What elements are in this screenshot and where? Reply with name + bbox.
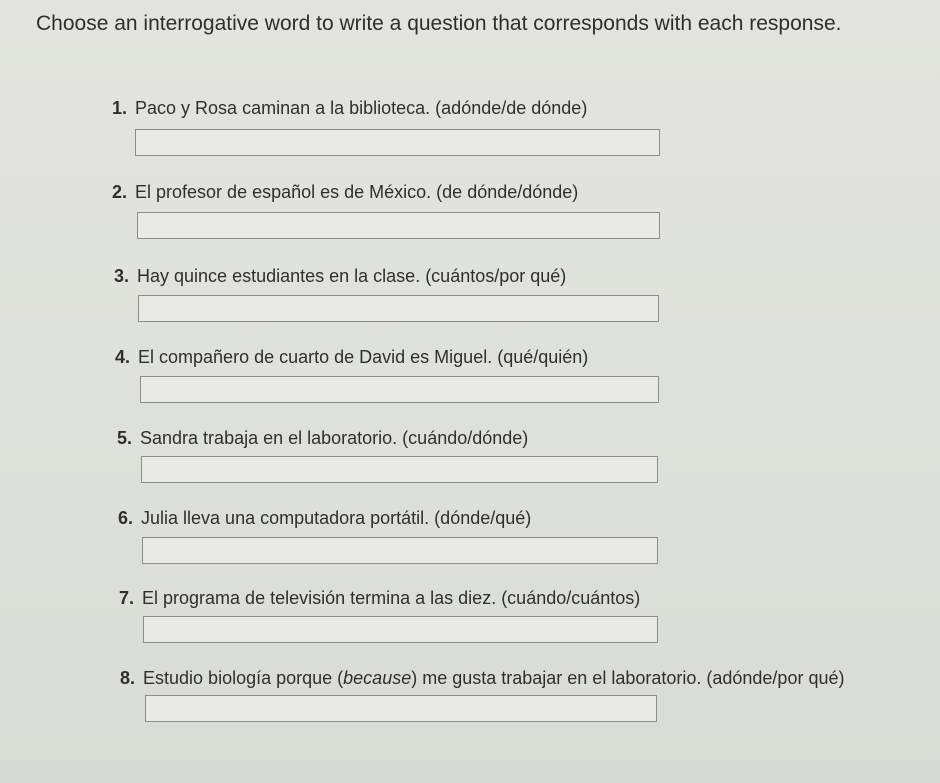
question-number: 6. (118, 508, 134, 528)
question-number: 8. (120, 668, 136, 688)
question-number: 5. (117, 428, 133, 448)
question-number: 1. (112, 98, 128, 118)
answer-input-5[interactable] (141, 456, 658, 483)
question-4 (115, 345, 588, 369)
question-text: El compañero de cuarto de David es Miguel. (qué/quién) (138, 347, 589, 367)
answer-input-8[interactable] (145, 695, 657, 722)
question-number: 2. (112, 182, 128, 202)
answer-input-7[interactable] (143, 616, 658, 643)
question-text: El programa de televisión termina a las diez. (cuándo/cuántos) (142, 588, 641, 608)
answer-input-6[interactable] (142, 537, 658, 564)
question-8 (120, 666, 844, 690)
question-3 (114, 264, 566, 288)
question-text: Sandra trabaja en el laboratorio. (cuándo/dónde) (140, 428, 529, 448)
question-text: Julia lleva una computadora portátil. (dónde/qué) (141, 508, 532, 528)
question-1 (112, 96, 587, 120)
question-5 (117, 426, 528, 450)
question-text-italic: because (343, 668, 412, 688)
question-7 (119, 586, 640, 610)
instructions: Choose an interrogative word to write a question that corresponds with each response. (36, 12, 842, 35)
question-text: El profesor de español es de México. (de dónde/dónde) (135, 182, 579, 202)
question-6 (118, 506, 531, 530)
question-number: 7. (119, 588, 135, 608)
answer-input-1[interactable] (135, 129, 660, 156)
question-text: Paco y Rosa caminan a la biblioteca. (adónde/de dónde) (135, 98, 588, 118)
answer-input-2[interactable] (137, 212, 660, 239)
question-text-after: ) me gusta trabajar en el laboratorio. (adónde/por qué) (411, 668, 845, 688)
question-text-before: Estudio biología porque ( (143, 668, 344, 688)
question-number: 4. (115, 347, 131, 367)
answer-input-3[interactable] (138, 295, 659, 322)
question-text: Hay quince estudiantes en la clase. (cuántos/por qué) (137, 266, 567, 286)
question-2 (112, 180, 578, 204)
question-number: 3. (114, 266, 130, 286)
answer-input-4[interactable] (140, 376, 659, 403)
